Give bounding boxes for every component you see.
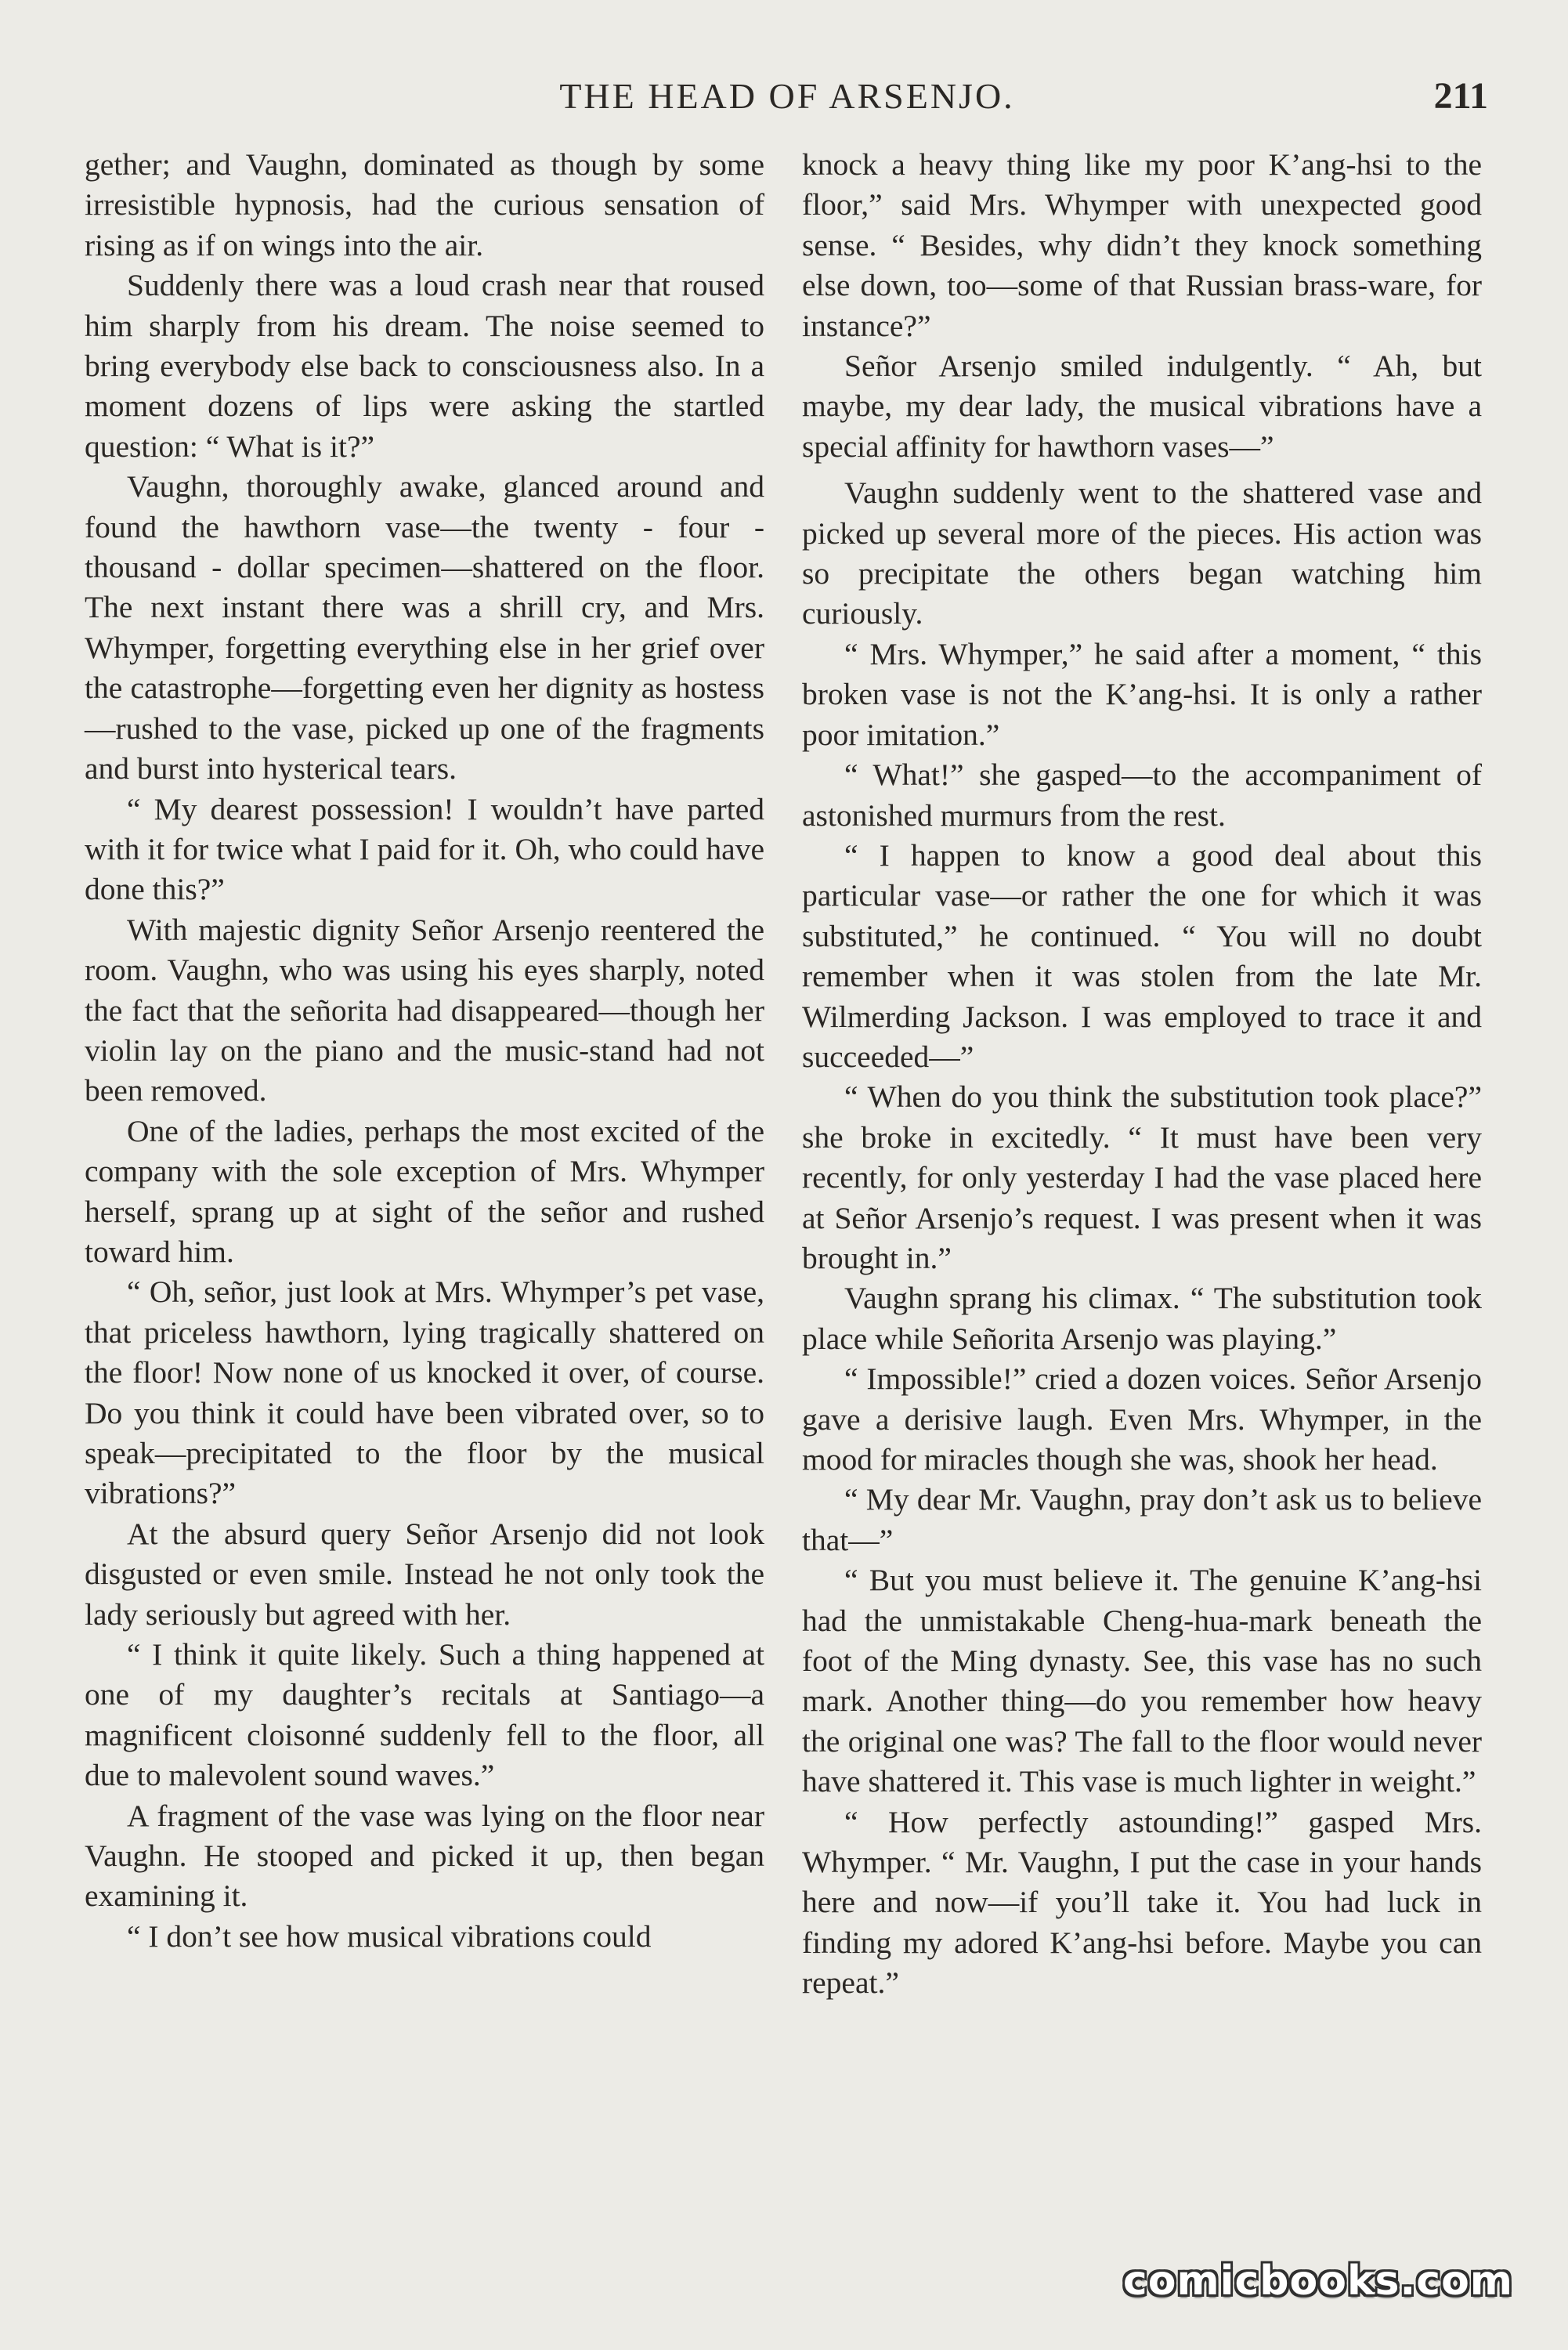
paragraph: “ My dear Mr. Vaughn, pray don’t ask us to believe that—”	[802, 1482, 1482, 1557]
paragraph: “ I don’t see how musical vibrations could	[127, 1918, 652, 1954]
paragraph: Suddenly there was a loud crash near that roused him sharply from his dream. The noise seemed to bring everybody else back to consciousness also. In a moment dozens of lips were asking the startled question: “ What is it?”	[85, 268, 764, 464]
paragraph: gether; and Vaughn, dominated as though by some irresistible hypnosis, had the curious sensation of rising as if on wings into the air.	[85, 147, 764, 262]
page-number: 211	[1433, 75, 1488, 117]
paragraph: Vaughn sprang his climax. “ The substitution took place while Señorita Arsenjo was playing.”	[802, 1281, 1482, 1356]
running-title: THE HEAD OF ARSENJO.	[559, 76, 1015, 116]
paragraph: Señor Arsenjo smiled indulgently. “ Ah, but maybe, my dear lady, the musical vibrations have a special affinity for hawthorn vases—”	[802, 349, 1482, 464]
paragraph: “ I think it quite likely. Such a thing happened at one of my daughter’s recitals at Santiago—a magnificent cloisonné suddenly fell to the floor, all due to malevolent sound waves.”	[85, 1637, 764, 1793]
paragraph: “ Mrs. Whymper,” he said after a moment, “ this broken vase is not the K’ang-hsi. It is only a rather poor imitation.”	[802, 636, 1482, 752]
paragraph: “ Oh, señor, just look at Mrs. Whymper’s pet vase, that priceless hawthorn, lying tragically shattered on the floor! Now none of us knocked it over, of course. Do you think it could have been vibrated over, so to speak—precipitated to the floor by the musical vibrations?”	[85, 1274, 764, 1511]
watermark-logo: comicbooks.com	[1122, 2258, 1513, 2305]
paragraph: At the absurd query Señor Arsenjo did not look disgusted or even smile. Instead he not only took the lady seriously but agreed with her.	[85, 1516, 764, 1632]
right-column	[802, 145, 1482, 2004]
paragraph: “ When do you think the substitution took place?” she broke in excitedly. “ It must have been very recently, for only yesterday I had the vase placed here at Señor Arsenjo’s request. I was present when it was brought in.”	[802, 1079, 1482, 1275]
paragraph: Vaughn, thoroughly awake, glanced around and found the hawthorn vase—the twenty - four - thousand - dollar specimen—shattered on the floor. The next instant there was a shrill cry, and Mrs. Whymper, forgetting everything else in her grief over the catastrophe—forgetting even her dignity as hostess—rushed to the vase, picked up one of the fragments and burst into hysterical tears.	[85, 469, 764, 786]
paragraph: “ My dearest possession! I wouldn’t have parted with it for twice what I paid for it. Oh, who could have done this?”	[85, 791, 764, 907]
paragraph: With majestic dignity Señor Arsenjo reentered the room. Vaughn, who was using his eyes sharply, noted the fact that the señorita had disappeared—though her violin lay on the piano and the music-stand had not been removed.	[85, 912, 764, 1108]
paragraph: “ I happen to know a good deal about this particular vase—or rather the one for which it was substituted,” he continued. “ You will no doubt remember when it was stolen from the late Mr. Wilmerding Jackson. I was employed to trace it and succeeded—”	[802, 837, 1482, 1074]
page-header	[86, 69, 1488, 124]
paragraph: A fragment of the vase was lying on the floor near Vaughn. He stooped and picked it up, then began examining it.	[85, 1798, 764, 1914]
paragraph: “ How perfectly astounding!” gasped Mrs. Whymper. “ Mr. Vaughn, I put the case in your hands here and now—if you’ll take it. You had luck in finding my adored K’ang-hsi before. Maybe you can repeat.”	[802, 1804, 1482, 2001]
paragraph: knock a heavy thing like my poor K’ang-hsi to the floor,” said Mrs. Whymper with unexpected good sense. “ Besides, why didn’t they knock something else down, too—some of that Russian brass-ware, for instance?”	[802, 147, 1482, 343]
left-column	[85, 145, 764, 1957]
paragraph: “ Impossible!” cried a dozen voices. Señor Arsenjo gave a derisive laugh. Even Mrs. Whymper, in the mood for miracles though she was, shook her head.	[802, 1361, 1482, 1477]
paragraph: Vaughn suddenly went to the shattered vase and picked up several more of the pieces. His action was so precipitate the others began watching him curiously.	[802, 475, 1482, 631]
paragraph: “ What!” she gasped—to the accompaniment of astonished murmurs from the rest.	[802, 757, 1482, 833]
paragraph: One of the ladies, perhaps the most excited of the company with the sole exception of Mrs. Whymper herself, sprang up at sight of the señor and rushed toward him.	[85, 1113, 764, 1269]
paragraph: “ But you must believe it. The genuine K’ang-hsi had the unmistakable Cheng-hua-mark beneath the foot of the Ming dynasty. See, this vase has no such mark. Another thing—do you remember how heavy the original one was? The fall to the floor would never have shattered it. This vase is much lighter in weight.”	[802, 1563, 1482, 1799]
